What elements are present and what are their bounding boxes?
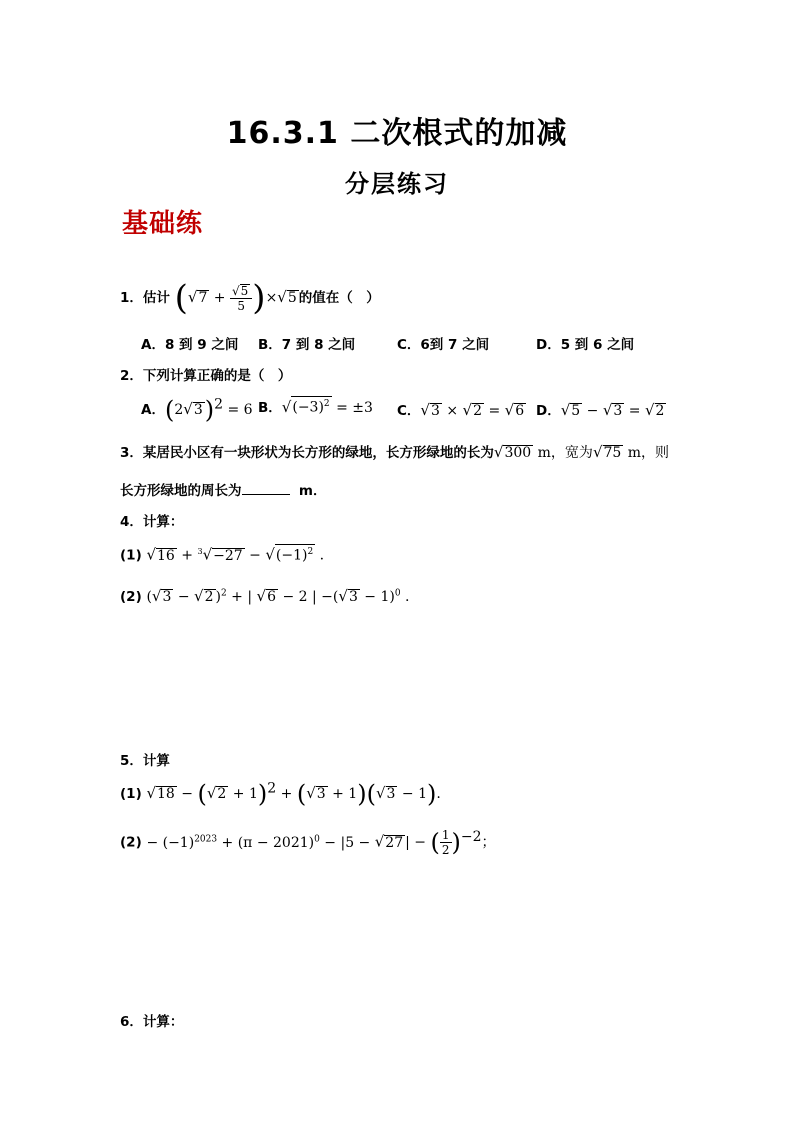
answer-blank[interactable] (242, 482, 290, 495)
question-lead: 估计 (142, 290, 170, 306)
question-number: 1． (120, 290, 143, 306)
q1-option-a: A．8 到 9 之间 (141, 337, 239, 353)
q2-option-b: B．$√(-3)^2 = \pm 3$ (258, 398, 373, 416)
q1-option-b: B．7 到 8 之间 (258, 337, 356, 353)
page-subtitle: 分层练习 (345, 170, 449, 198)
question-2: 2．下列计算正确的是（ ） (120, 368, 292, 384)
q1-option-d: D．5 到 6 之间 (536, 337, 635, 353)
section-heading: 基础练 (122, 209, 204, 239)
length-value: 300 (504, 445, 532, 461)
q2-option-d: D．√5 − √3 = √2 (536, 401, 665, 419)
q2-option-c: C．√3 × √2 = √6 (397, 401, 525, 419)
q2-option-a: A．$(2√3)^2 = 6$ (141, 396, 253, 424)
question-1: 1．估计 (√7 + $\frac{√5}{5}$ )×√5 的值在（ ） (120, 278, 380, 318)
question-5-part-2: $(2) - (-1)^{2023} + (\pi - 2021)^0 - |5 - √27$ | − ( $\frac{1}{2}$ )$^{-2}$； (120, 828, 496, 857)
question-5: 5．计算 (120, 753, 170, 769)
question-4-part-2: (2) (√3 − √2 )$^2$ + | √6 − 2 | $-(√3 - 1)^0$ . (120, 587, 410, 605)
question-4: 4．计算： (120, 514, 184, 530)
question-3: 3．某居民小区有一块形状为长方形的绿地，长方形绿地的长为√300 m，宽为√75 m，则 (120, 443, 670, 461)
q1-option-c: C．6到 7 之间 (397, 337, 490, 353)
question-4-part-1: (1) $√16 + ^3√-27 - √(-1)^2$ . (120, 545, 325, 564)
page-title: 16.3.1 二次根式的加减 (226, 116, 568, 151)
question-6: 6．计算： (120, 1014, 184, 1030)
width-value: 75 (603, 445, 622, 461)
question-3-line-2: 长方形绿地的周长为 m． (120, 483, 327, 499)
question-tail: 的值在（ ） (298, 290, 380, 306)
question-5-part-1: (1) $√18 - (√2 + 1)^2 + (√3 + 1)(√3 - 1)$. (120, 780, 441, 808)
